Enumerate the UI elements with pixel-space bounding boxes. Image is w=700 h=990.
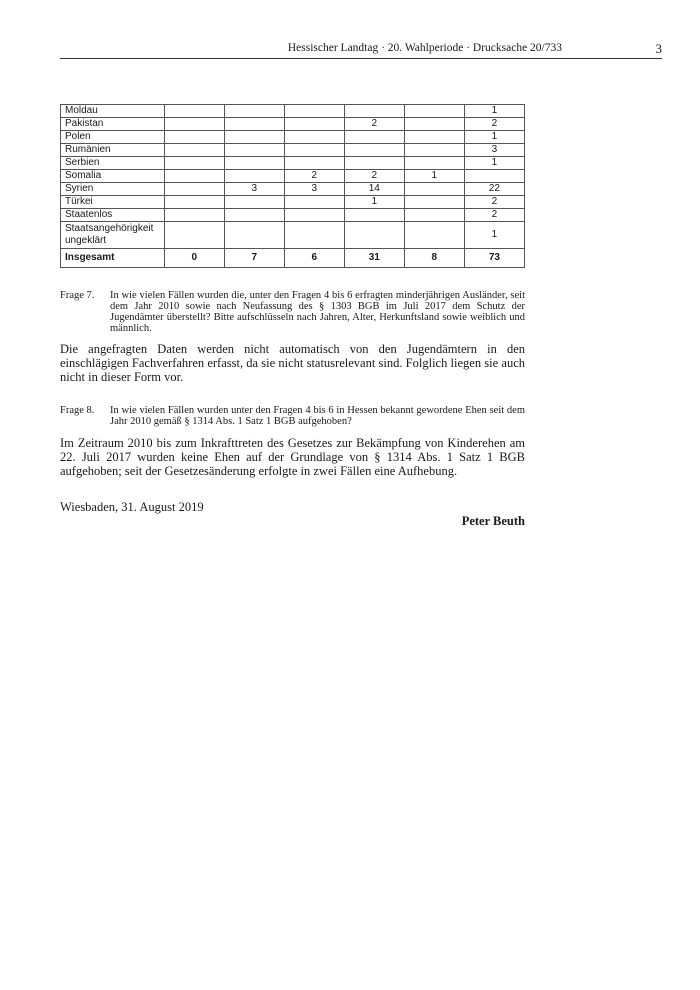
header-title: Hessischer Landtag · 20. Wahlperiode · Drucksache 20/733	[287, 42, 562, 54]
value-cell	[284, 157, 344, 170]
value-cell	[224, 118, 284, 131]
value-cell	[404, 183, 464, 196]
country-cell: Syrien	[61, 183, 165, 196]
value-cell: 2	[464, 118, 524, 131]
table-row	[61, 144, 525, 157]
value-cell: 1	[464, 131, 524, 144]
value-cell	[464, 170, 524, 183]
question-8	[60, 405, 525, 427]
page-number: 3	[655, 41, 662, 56]
value-cell	[164, 118, 224, 131]
country-cell: Polen	[61, 131, 165, 144]
value-cell	[224, 131, 284, 144]
value-cell	[344, 157, 404, 170]
question-7-text: In wie vielen Fällen wurden die, unter den Fragen 4 bis 6 erfragten minderjährigen Ausländer, seit dem Jahr 2010 sowie nach Neufassung des § 1303 BGB im Juli 2017 dem Schutz der Jugendämter überstellt? Bitte aufschlüsseln nach Jahren, Alter, Herkunftsland sowie weiblich und männlich.	[110, 290, 525, 334]
value-cell: 6	[284, 249, 344, 268]
value-cell	[164, 209, 224, 222]
value-cell	[224, 157, 284, 170]
answer-8: Im Zeitraum 2010 bis zum Inkrafttreten des Gesetzes zur Bekämpfung von Kinderehen am 22. Juli 2017 wurden keine Ehen auf der Grundlage von § 1314 Abs. 1 Satz 1 BGB aufgehoben; seit der Gesetzesänderung erfolgte in zwei Fällen eine Aufhebung.	[60, 436, 525, 478]
signature: Peter Beuth	[461, 514, 525, 528]
table-row	[61, 183, 525, 196]
question-8-label: Frage 8.	[60, 405, 95, 416]
value-cell	[284, 222, 344, 249]
value-cell: 2	[464, 196, 524, 209]
value-cell	[404, 144, 464, 157]
value-cell: 22	[464, 183, 524, 196]
value-cell: 3	[224, 183, 284, 196]
value-cell: 7	[224, 249, 284, 268]
answer-7: Die angefragten Daten werden nicht automatisch von den Jugendämtern in den einschlägigen Fachverfahren erfasst, da sie nicht statusrelevant sind. Folglich liegen sie auch nicht in dieser Form vor.	[60, 342, 525, 384]
value-cell	[404, 118, 464, 131]
table-body	[61, 105, 525, 268]
value-cell	[224, 222, 284, 249]
country-cell: Staatenlos	[61, 209, 165, 222]
value-cell	[404, 196, 464, 209]
value-cell	[404, 157, 464, 170]
table-row	[61, 118, 525, 131]
value-cell: 8	[404, 249, 464, 268]
value-cell	[224, 170, 284, 183]
value-cell	[164, 196, 224, 209]
value-cell	[284, 105, 344, 118]
country-cell: Rumänien	[61, 144, 165, 157]
country-cell: Staatsangehörigkeit ungeklärt	[61, 222, 165, 249]
value-cell	[344, 105, 404, 118]
value-cell	[284, 118, 344, 131]
value-cell: 2	[344, 170, 404, 183]
table-row	[61, 131, 525, 144]
country-cell: Türkei	[61, 196, 165, 209]
value-cell	[224, 105, 284, 118]
question-8-text: In wie vielen Fällen wurden unter den Fragen 4 bis 6 in Hessen bekannt gewordene Ehen seit dem Jahr 2010 gemäß § 1314 Abs. 1 Satz 1 BGB aufgehoben?	[110, 405, 525, 427]
value-cell: 14	[344, 183, 404, 196]
table-row	[61, 170, 525, 183]
country-cell: Moldau	[61, 105, 165, 118]
table-row	[61, 157, 525, 170]
value-cell	[164, 144, 224, 157]
value-cell: 1	[464, 105, 524, 118]
value-cell	[404, 131, 464, 144]
table-row	[61, 209, 525, 222]
country-cell: Insgesamt	[61, 249, 165, 268]
value-cell	[284, 196, 344, 209]
table-row	[61, 196, 525, 209]
value-cell: 0	[164, 249, 224, 268]
country-cell: Pakistan	[61, 118, 165, 131]
country-cell: Somalia	[61, 170, 165, 183]
value-cell	[164, 170, 224, 183]
page-header	[60, 40, 662, 59]
country-cell: Serbien	[61, 157, 165, 170]
value-cell	[404, 222, 464, 249]
value-cell	[224, 209, 284, 222]
value-cell: 2	[284, 170, 344, 183]
value-cell	[164, 222, 224, 249]
question-7-label: Frage 7.	[60, 290, 95, 301]
value-cell: 1	[404, 170, 464, 183]
value-cell	[404, 209, 464, 222]
table-row	[61, 222, 525, 249]
value-cell: 73	[464, 249, 524, 268]
value-cell	[164, 105, 224, 118]
value-cell	[164, 157, 224, 170]
value-cell: 2	[464, 209, 524, 222]
value-cell	[284, 144, 344, 157]
table-total-row	[61, 249, 525, 268]
value-cell	[224, 144, 284, 157]
value-cell	[404, 105, 464, 118]
value-cell	[284, 131, 344, 144]
value-cell	[344, 144, 404, 157]
value-cell	[164, 183, 224, 196]
value-cell	[164, 131, 224, 144]
statistics-table	[60, 104, 525, 268]
value-cell: 1	[464, 222, 524, 249]
value-cell: 3	[464, 144, 524, 157]
value-cell: 1	[344, 196, 404, 209]
value-cell: 3	[284, 183, 344, 196]
value-cell: 31	[344, 249, 404, 268]
value-cell	[224, 196, 284, 209]
place-date: Wiesbaden, 31. August 2019	[60, 500, 204, 514]
value-cell	[344, 222, 404, 249]
value-cell	[344, 209, 404, 222]
value-cell	[344, 131, 404, 144]
value-cell: 2	[344, 118, 404, 131]
table-row	[61, 105, 525, 118]
value-cell	[284, 209, 344, 222]
value-cell: 1	[464, 157, 524, 170]
question-7	[60, 290, 525, 334]
